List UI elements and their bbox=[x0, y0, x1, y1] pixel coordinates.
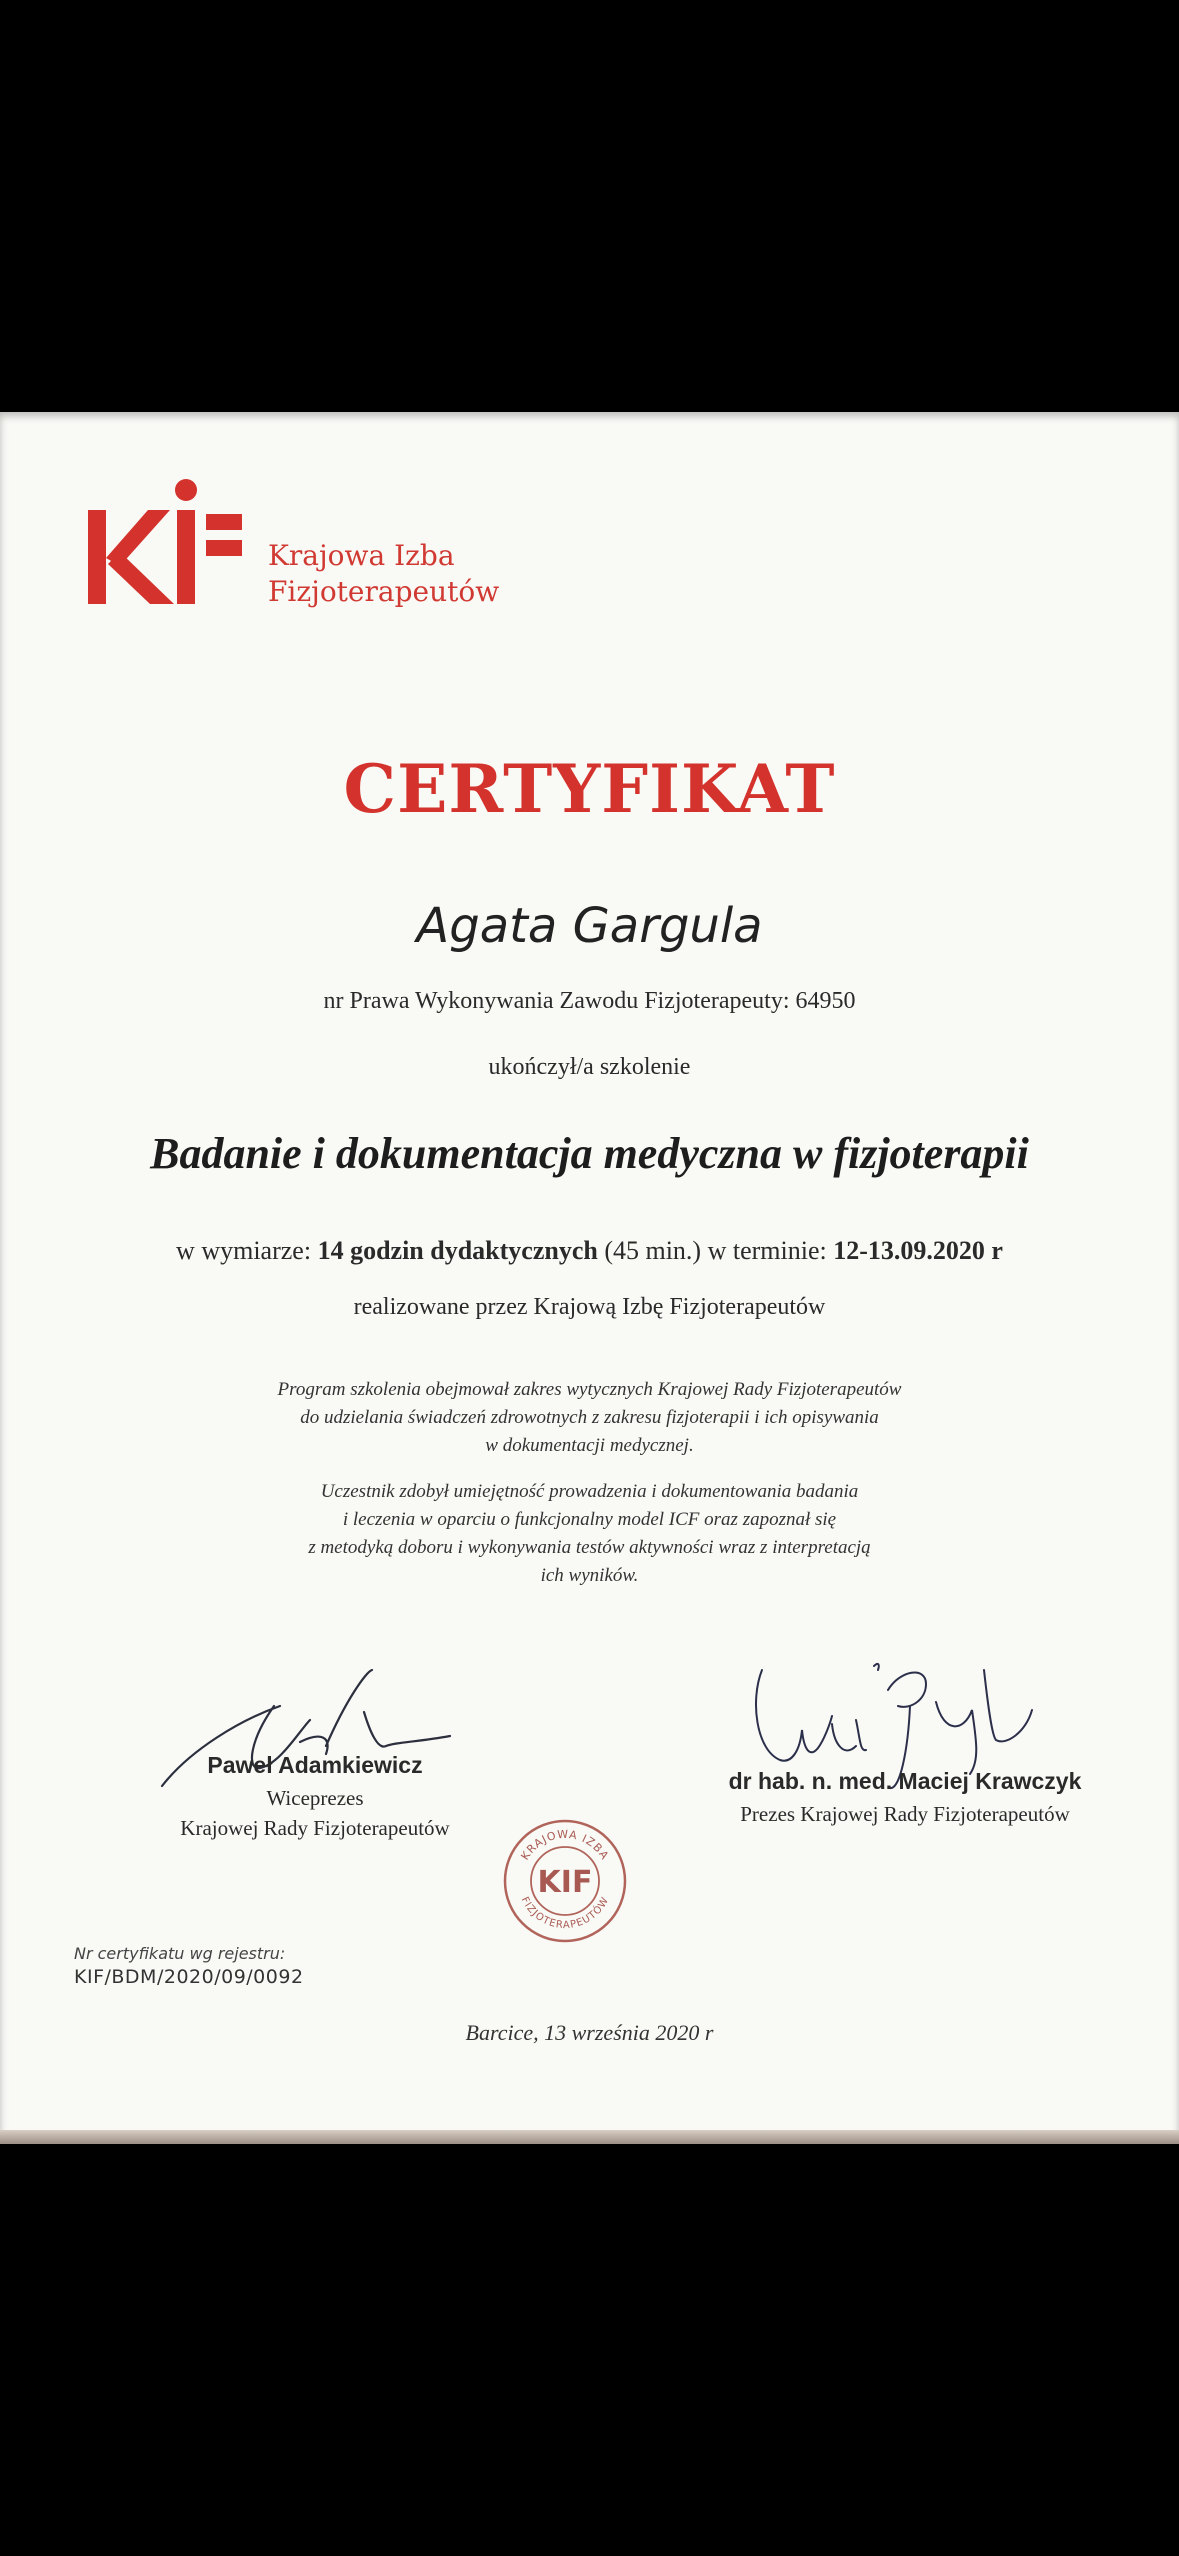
course-scope bbox=[0, 1236, 1179, 1266]
completed-text: ukończył/a szkolenie bbox=[488, 1054, 691, 1080]
scope-prefix: w wymiarze: bbox=[176, 1236, 318, 1265]
signer-role-right: Prezes Krajowej Rady Fizjoterapeutów bbox=[740, 1802, 1070, 1826]
registry-number: KIF/BDM/2020/09/0092 bbox=[74, 1966, 304, 1988]
program-paragraph bbox=[0, 1376, 1179, 1460]
signer-name-left: Paweł Adamkiewicz bbox=[207, 1752, 423, 1778]
program-line: do udzielania świadczeń zdrowotnych z zakresu fizjoterapii i ich opisywania bbox=[300, 1407, 879, 1428]
organization-name-line2: Fizjoterapeutów bbox=[268, 575, 500, 608]
kif-logo-icon bbox=[86, 478, 246, 608]
outcome-line: z metodyką doboru i wykonywania testów aktywności wraz z interpretacją bbox=[308, 1537, 871, 1558]
scope-middle: (45 min.) w terminie: bbox=[597, 1236, 834, 1265]
registry-label: Nr certyfikatu wg rejestru: bbox=[74, 1944, 286, 1963]
signer-role-left bbox=[100, 1783, 530, 1843]
program-line: Program szkolenia obejmował zakres wytycznych Krajowej Rady Fizjoterapeutów bbox=[277, 1379, 902, 1400]
scope-dates: 12-13.09.2020 r bbox=[833, 1236, 1003, 1265]
scope-hours: 14 godzin dydaktycznych bbox=[317, 1236, 598, 1265]
signature-block-right bbox=[670, 1768, 1140, 1829]
svg-text:KRAJOWA IZBA bbox=[518, 1828, 611, 1863]
stamp-text-bottom: FIZJOTERAPEUTÓW bbox=[518, 1895, 612, 1932]
organization-name-line1: Krajowa Izba bbox=[268, 539, 455, 572]
license-number: nr Prawa Wykonywania Zawodu Fizjoterapeuty: 64950 bbox=[323, 988, 856, 1014]
outcome-line: ich wyników. bbox=[540, 1565, 639, 1586]
place-date: Barcice, 13 września 2020 r bbox=[465, 2020, 714, 2045]
signature-block-left bbox=[100, 1752, 530, 1843]
svg-text:FIZJOTERAPEUTÓW bbox=[519, 1895, 612, 1931]
stamp-seal-icon bbox=[500, 1816, 630, 1946]
realized-by: realizowane przez Krajową Izbę Fizjoterapeutów bbox=[353, 1294, 826, 1320]
signer-role-line: Wiceprezes bbox=[266, 1786, 364, 1810]
stamp-text-top: KRAJOWA IZBA bbox=[518, 1827, 612, 1863]
signer-name-right: dr hab. n. med. Maciej Krawczyk bbox=[728, 1768, 1082, 1794]
program-line: w dokumentacji medycznej. bbox=[485, 1435, 694, 1456]
outcome-paragraph bbox=[0, 1478, 1179, 1590]
outcome-line: Uczestnik zdobył umiejętność prowadzenia i dokumentowania badania bbox=[320, 1481, 859, 1502]
signer-role-line: Krajowej Rady Fizjoterapeutów bbox=[180, 1816, 450, 1840]
outcome-line: i leczenia w oparciu o funkcjonalny model ICF oraz zapoznał się bbox=[342, 1509, 837, 1530]
stamp-center-text: KIF bbox=[537, 1865, 593, 1900]
organization-name bbox=[268, 538, 499, 610]
recipient-name: Agata Gargula bbox=[416, 898, 763, 954]
paper-edge bbox=[0, 2130, 1179, 2144]
certificate-title: CERTYFIKAT bbox=[343, 750, 836, 828]
course-title: Badanie i dokumentacja medyczna w fizjoterapii bbox=[150, 1129, 1029, 1178]
